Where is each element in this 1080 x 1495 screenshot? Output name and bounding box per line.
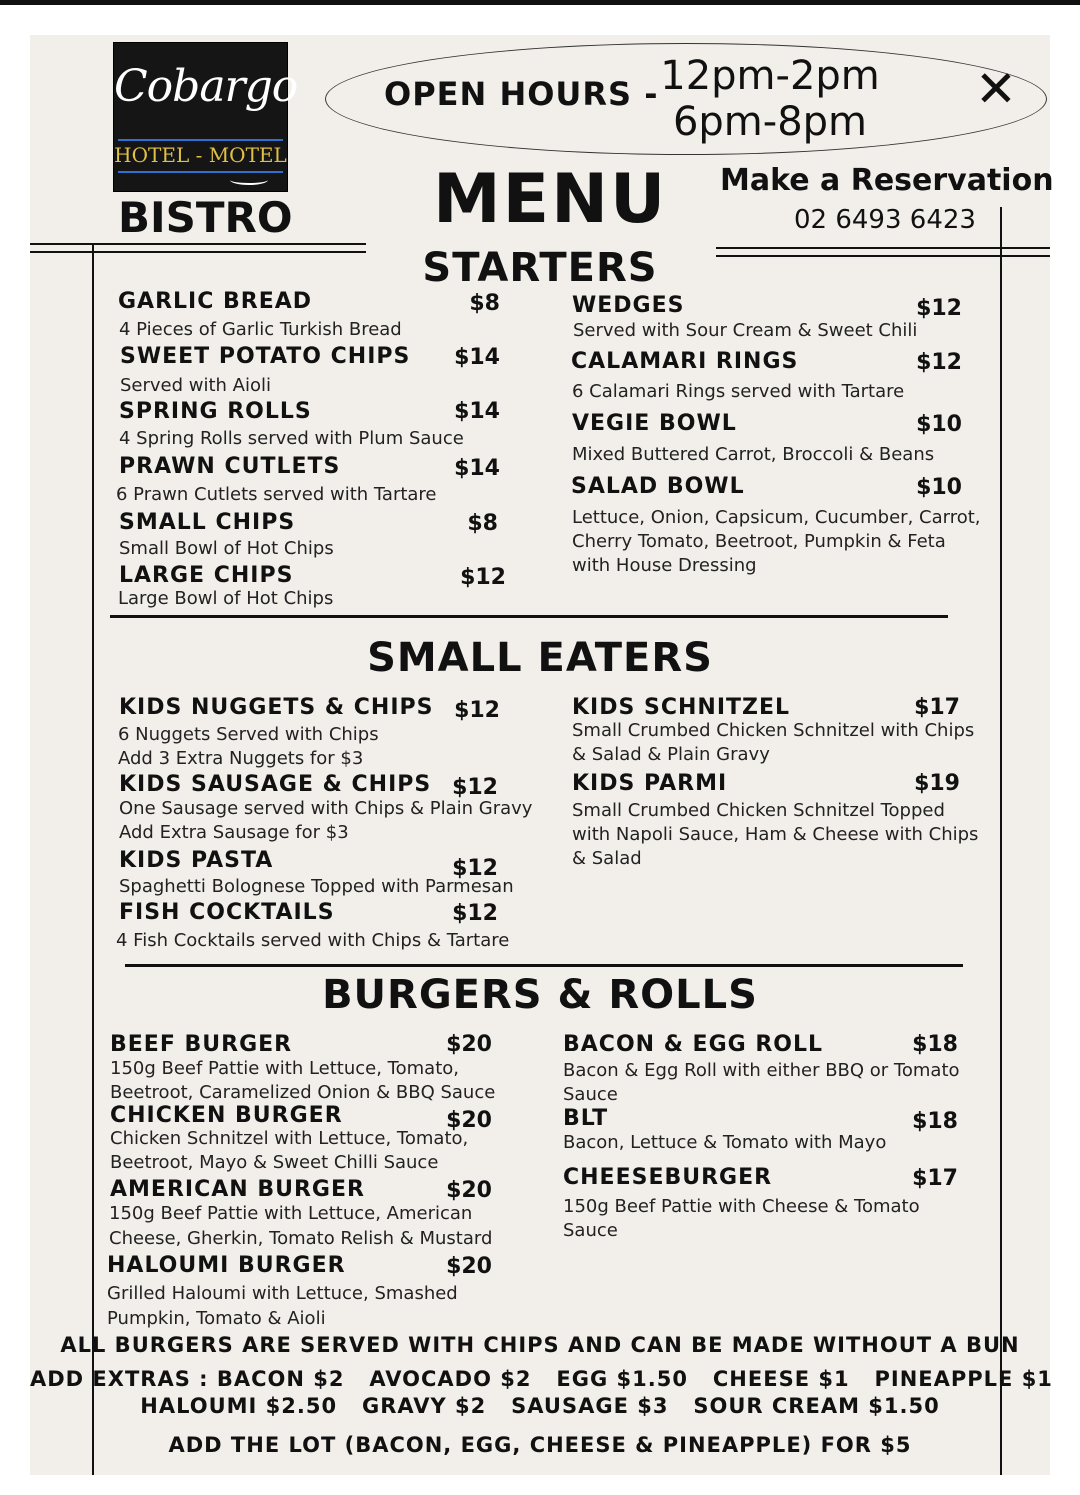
starter-name: SMALL CHIPS xyxy=(119,510,296,535)
menu-card xyxy=(30,35,1054,1475)
open-hours-label: OPEN HOURS - xyxy=(384,75,659,113)
border-right-vertical xyxy=(1000,207,1002,1475)
kids-item-desc: Add 3 Extra Nuggets for $3 xyxy=(118,748,364,769)
extras-line-1: ADD EXTRAS : BACON $2 AVOCADO $2 EGG $1.50 CHEESE $1 PINEAPPLE $1 xyxy=(30,1367,1053,1391)
bistro-heading: BISTRO xyxy=(118,193,293,242)
burger-desc: 150g Beef Pattie with Lettuce, Tomato, xyxy=(110,1058,459,1079)
small-eaters-title: SMALL EATERS xyxy=(367,635,713,681)
logo-subtitle: HOTEL - MOTEL xyxy=(114,143,287,167)
starter-name: SALAD BOWL xyxy=(571,474,745,499)
burger-name: HALOUMI BURGER xyxy=(107,1253,346,1278)
starter-name: VEGIE BOWL xyxy=(572,411,737,436)
kids-item-name: FISH COCKTAILS xyxy=(119,900,335,925)
kids-item-price: $17 xyxy=(914,695,960,720)
burger-desc: Sauce xyxy=(563,1084,618,1105)
starter-desc: Cherry Tomato, Beetroot, Pumpkin & Feta xyxy=(572,531,946,552)
burger-desc: 150g Beef Pattie with Lettuce, American xyxy=(109,1203,473,1224)
starter-price: $12 xyxy=(916,350,962,375)
starter-price: $14 xyxy=(454,456,500,481)
starter-desc: Large Bowl of Hot Chips xyxy=(118,588,334,609)
kids-item-name: KIDS PASTA xyxy=(119,848,274,873)
burger-desc: Beetroot, Mayo & Sweet Chilli Sauce xyxy=(110,1152,439,1173)
kids-item-name: KIDS NUGGETS & CHIPS xyxy=(119,695,434,720)
kids-item-desc: Small Crumbed Chicken Schnitzel with Chips xyxy=(572,720,975,741)
kids-item-desc: & Salad xyxy=(572,848,642,869)
border-left-vertical xyxy=(92,245,94,1475)
starter-desc: 4 Spring Rolls served with Plum Sauce xyxy=(119,428,464,449)
logo-script-text: Cobargo xyxy=(114,61,298,112)
top-border xyxy=(0,0,1080,5)
kids-item-price: $12 xyxy=(452,775,498,800)
starter-desc: Mixed Buttered Carrot, Broccoli & Beans xyxy=(572,444,935,465)
section-divider xyxy=(125,964,963,967)
burger-desc: Sauce xyxy=(563,1220,618,1241)
starter-desc: Small Bowl of Hot Chips xyxy=(119,538,334,559)
burger-price: $18 xyxy=(912,1109,958,1134)
kids-item-desc: Add Extra Sausage for $3 xyxy=(119,822,349,843)
starter-desc: 6 Calamari Rings served with Tartare xyxy=(572,381,905,402)
starter-name: SPRING ROLLS xyxy=(119,399,312,424)
kids-item-name: KIDS SAUSAGE & CHIPS xyxy=(119,772,432,797)
starter-desc: with House Dressing xyxy=(572,555,757,576)
burger-price: $20 xyxy=(446,1254,492,1279)
burger-price: $18 xyxy=(912,1032,958,1057)
burger-desc: Bacon, Lettuce & Tomato with Mayo xyxy=(563,1132,887,1153)
kids-item-name: KIDS PARMI xyxy=(572,771,728,796)
starter-price: $10 xyxy=(916,475,962,500)
starter-name: WEDGES xyxy=(572,293,685,318)
logo-rule-bottom xyxy=(118,171,283,173)
starters-title: STARTERS xyxy=(422,245,658,291)
hours-lunch: 12pm-2pm xyxy=(660,53,880,99)
starter-desc: Lettuce, Onion, Capsicum, Cucumber, Carrot, xyxy=(572,507,981,528)
logo-rule-top xyxy=(118,139,283,141)
hotel-logo xyxy=(113,42,298,192)
starter-desc: Served with Sour Cream & Sweet Chili xyxy=(573,320,918,341)
burger-desc: Bacon & Egg Roll with either BBQ or Tomato xyxy=(563,1060,960,1081)
burger-name: BLT xyxy=(563,1106,609,1131)
starter-name: PRAWN CUTLETS xyxy=(119,454,341,479)
starter-price: $8 xyxy=(467,511,498,536)
kids-item-desc: One Sausage served with Chips & Plain Gravy xyxy=(119,798,533,819)
menu-title: MENU xyxy=(433,160,668,239)
starter-price: $12 xyxy=(460,565,506,590)
burger-desc: 150g Beef Pattie with Cheese & Tomato xyxy=(563,1196,920,1217)
burger-price: $17 xyxy=(912,1166,958,1191)
kids-item-desc: & Salad & Plain Gravy xyxy=(572,744,770,765)
burger-desc: Chicken Schnitzel with Lettuce, Tomato, xyxy=(110,1128,469,1149)
starter-price: $12 xyxy=(916,296,962,321)
starter-desc: 4 Pieces of Garlic Turkish Bread xyxy=(119,319,402,340)
kids-item-desc: 4 Fish Cocktails served with Chips & Tartare xyxy=(116,930,510,951)
phone-number[interactable]: 02 6493 6423 xyxy=(794,205,976,235)
starter-name: SWEET POTATO CHIPS xyxy=(120,344,411,369)
burger-name: AMERICAN BURGER xyxy=(110,1177,365,1202)
extras-line-2: HALOUMI $2.50 GRAVY $2 SAUSAGE $3 SOUR CREAM $1.50 xyxy=(140,1394,940,1418)
starter-name: CALAMARI RINGS xyxy=(571,349,799,374)
starter-name: GARLIC BREAD xyxy=(118,289,313,314)
kids-item-price: $19 xyxy=(914,771,960,796)
starter-price: $14 xyxy=(454,399,500,424)
burger-price: $20 xyxy=(446,1108,492,1133)
burgers-title: BURGERS & ROLLS xyxy=(322,972,758,1018)
burger-name: BEEF BURGER xyxy=(110,1032,293,1057)
starter-price: $8 xyxy=(469,291,500,316)
starter-name: LARGE CHIPS xyxy=(119,563,294,588)
burger-name: CHICKEN BURGER xyxy=(110,1103,343,1128)
starter-desc: Served with Aioli xyxy=(120,375,272,396)
logo-swoosh xyxy=(230,175,268,185)
burger-name: CHEESEBURGER xyxy=(563,1165,773,1190)
starter-price: $14 xyxy=(454,345,500,370)
burger-desc: Pumpkin, Tomato & Aioli xyxy=(107,1308,326,1329)
close-icon[interactable]: ✕ xyxy=(975,60,1017,118)
kids-item-price: $12 xyxy=(452,856,498,881)
burger-desc: Beetroot, Caramelized Onion & BBQ Sauce xyxy=(110,1082,496,1103)
starter-price: $10 xyxy=(916,412,962,437)
burger-price: $20 xyxy=(446,1178,492,1203)
kids-item-desc: 6 Nuggets Served with Chips xyxy=(118,724,379,745)
burger-name: BACON & EGG ROLL xyxy=(563,1032,824,1057)
burger-price: $20 xyxy=(446,1032,492,1057)
hours-dinner: 6pm-8pm xyxy=(672,99,868,145)
kids-item-desc: Small Crumbed Chicken Schnitzel Topped xyxy=(572,800,945,821)
kids-item-desc: Spaghetti Bolognese Topped with Parmesan xyxy=(119,876,514,897)
kids-item-price: $12 xyxy=(452,901,498,926)
burger-desc: Cheese, Gherkin, Tomato Relish & Mustard xyxy=(109,1228,493,1249)
burger-desc: Grilled Haloumi with Lettuce, Smashed xyxy=(107,1283,458,1304)
starter-desc: 6 Prawn Cutlets served with Tartare xyxy=(116,484,437,505)
kids-item-desc: with Napoli Sauce, Ham & Cheese with Chips xyxy=(572,824,979,845)
add-the-lot: ADD THE LOT (BACON, EGG, CHEESE & PINEAPPLE) FOR $5 xyxy=(168,1433,912,1457)
section-divider xyxy=(110,615,948,618)
reservation-label: Make a Reservation xyxy=(720,163,1054,198)
kids-item-price: $12 xyxy=(454,698,500,723)
burger-note: ALL BURGERS ARE SERVED WITH CHIPS AND CAN BE MADE WITHOUT A BUN xyxy=(60,1333,1020,1357)
kids-item-name: KIDS SCHNITZEL xyxy=(572,695,791,720)
